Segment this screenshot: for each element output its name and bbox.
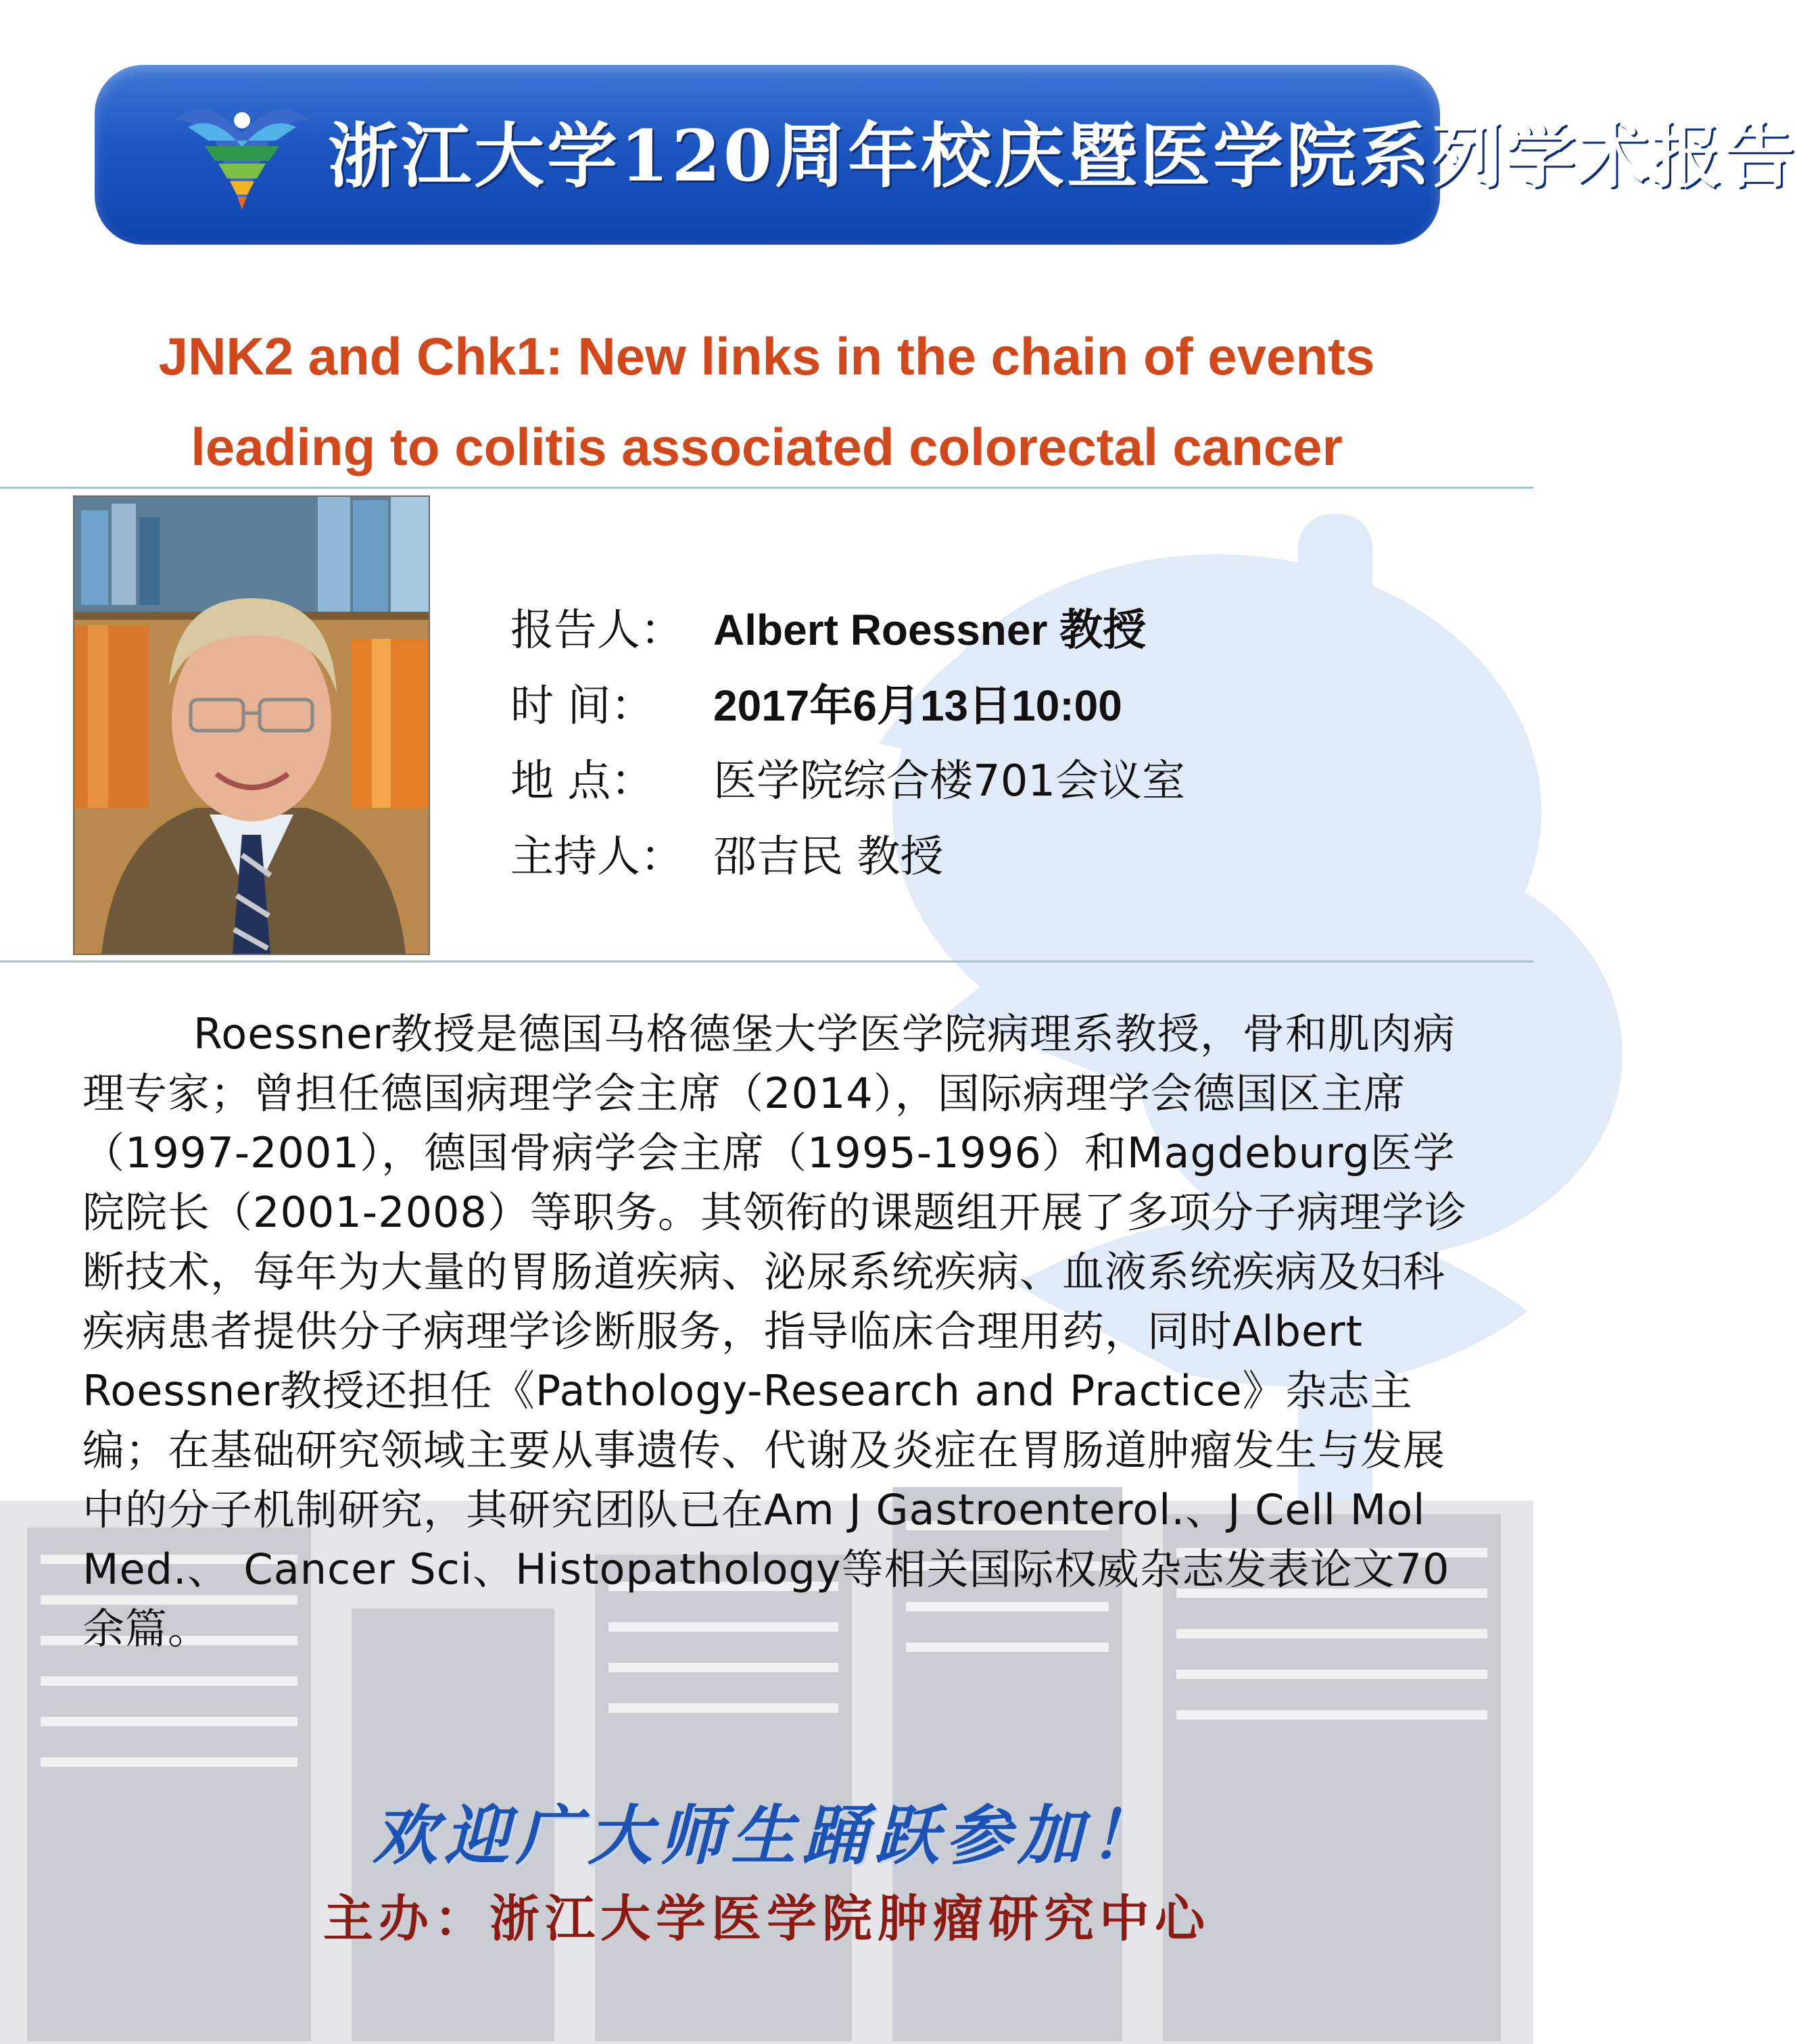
time-label: 时 间： — [510, 681, 654, 731]
place-value: 医学院综合楼701会议室 — [713, 756, 1186, 806]
university-eagle-logo-icon — [168, 93, 316, 215]
place-row — [510, 744, 1389, 819]
divider-bottom — [0, 960, 1533, 963]
host-row — [510, 819, 1389, 895]
place-label: 地 点： — [510, 756, 654, 806]
speaker-label: 报告人： — [510, 606, 684, 656]
talk-info — [510, 592, 1389, 895]
header-banner — [95, 65, 1797, 245]
welcome-message: 欢迎广大师生踊跃参加！ — [373, 1797, 1161, 1874]
host-value: 邵吉民 教授 — [713, 832, 944, 882]
speaker-bio: Roessner教授是德国马格德堡大学医学院病理系教授，骨和肌肉病理专家；曾担任德国病理学会主席（2014），国际病理学会德国区主席（1997-2001），德国骨病学会主席（1995-1996）和Magdeburg医学院院长（2001-2008）等职务。其领衔的课题组开展了多项分子病理学诊断技术，每年为大量的胃肠道疾病、泌尿系统疾病、血液系统疾病及妇科疾病患者提供分子病理学诊断服务，指导临床合理用药，同时Albert Roessner教授还担任《Pathology-Research and Practice》杂志主编；在基础研究领域主要从事遗传、代谢及炎症在胃肠道肿瘤发生与发展中的分子机制研究，其研究团队已在Am J Gastroenterol.、J Cell Mol Med.、 Cancer Sci、Histopathology等相关国际权威杂志发表论文70余篇。 — [82, 1009, 1467, 1653]
time-value: 2017年6月13日10:00 — [713, 681, 1122, 730]
time-row — [510, 668, 1389, 744]
host-label: 主持人： — [510, 832, 684, 882]
speaker-portrait — [73, 495, 430, 955]
banner-title: 浙江大学120周年校庆暨医学院系列学术报告 — [328, 114, 1797, 197]
divider-top — [0, 487, 1533, 489]
talk-title-line-2: leading to colitis associated colorectal cancer — [191, 417, 1343, 477]
talk-title — [41, 311, 1493, 492]
talk-title-line-1: JNK2 and Chk1: New links in the chain of events — [158, 326, 1375, 386]
speaker-value: Albert Roessner 教授 — [713, 606, 1147, 654]
organizer: 主办：浙江大学医学院肿瘤研究中心 — [323, 1890, 1210, 1948]
speaker-row — [510, 592, 1389, 668]
